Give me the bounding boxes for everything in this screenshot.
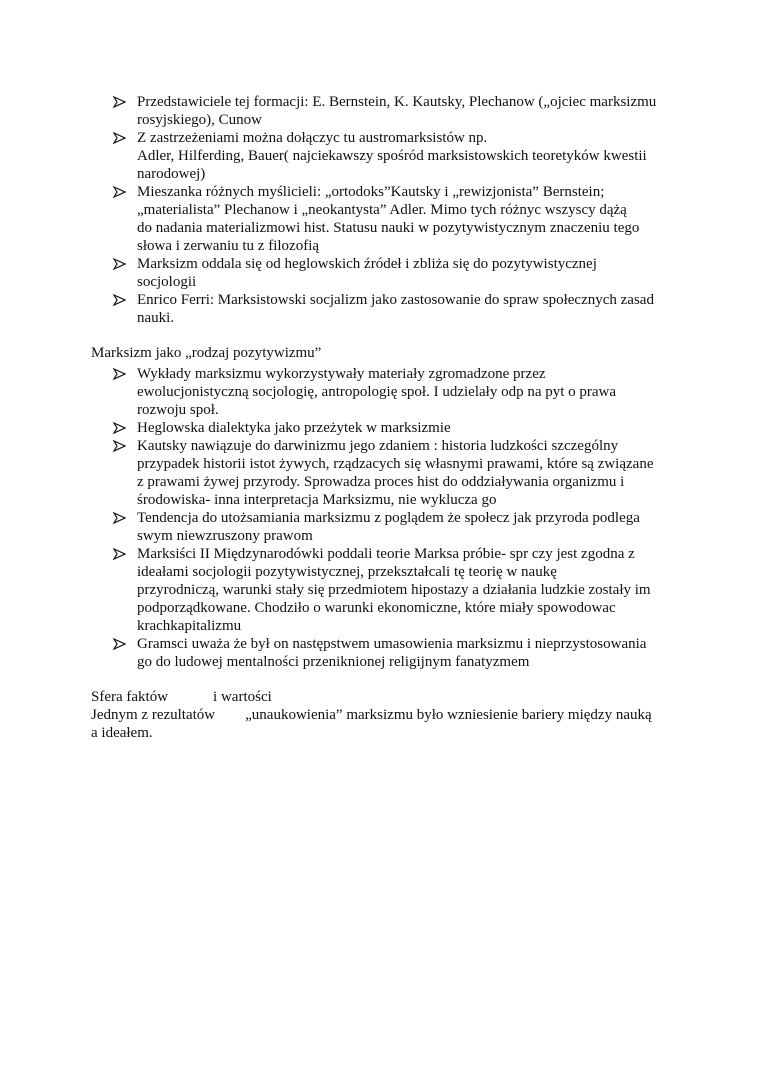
list-item [113, 291, 713, 327]
list-item-line: Przedstawiciele tej formacji: E. Bernstein, K. Kautsky, Plechanow („ojciec marksizmu [137, 94, 657, 110]
arrow-bullet-icon [113, 635, 127, 653]
list-item-line: podporządkowane. Chodziło o warunki ekonomiczne, które miały spowodowac [137, 600, 616, 616]
list-item-line: środowiska- inna interpretacja Marksizmu, nie wyklucza go [137, 492, 497, 508]
list-item-line: Mieszanka różnych myślicieli: „ortodoks”Kautsky i „rewizjonista” Bernstein; [137, 184, 605, 200]
arrow-bullet-icon [113, 365, 127, 383]
paragraph-line: a ideałem. [91, 725, 153, 741]
list-item-line: Kautsky nawiązuje do darwinizmu jego zdaniem : historia ludzkości szczególny [137, 438, 619, 454]
list-item-line: go do ludowej mentalności przeniknionej religijnym fanatyzmem [137, 654, 530, 670]
section-heading-wrap [91, 344, 731, 362]
section-positivism-list [113, 365, 713, 671]
arrow-bullet-icon [113, 183, 127, 201]
list-item-line: nauki. [137, 310, 175, 326]
list-item-line: Tendencja do utożsamiania marksizmu z poglądem że społecz jak przyroda podlega [137, 510, 640, 526]
paragraph-line: Sfera faktów i wartości [91, 689, 272, 705]
arrow-bullet-icon [113, 93, 127, 111]
arrow-bullet-icon [113, 419, 127, 437]
list-item-line: swym niewzruszony prawom [137, 528, 313, 544]
list-item [113, 509, 713, 545]
list-item-line: przyrodniczą, warunki stały się przedmiotem hipostazy a działania ludzkie zostały im [137, 582, 651, 598]
list-item-line: Gramsci uważa że był on następstwem umasowienia marksizmu i nieprzystosowania [137, 636, 647, 652]
list-item [113, 419, 713, 437]
section-formation-list [113, 93, 713, 327]
bullet-list [113, 365, 713, 671]
list-item-line: Heglowska dialektyka jako przeżytek w marksizmie [137, 420, 451, 436]
list-item [113, 635, 713, 671]
list-item-line: rosyjskiego), Cunow [137, 112, 262, 128]
arrow-bullet-icon [113, 437, 127, 455]
arrow-bullet-icon [113, 545, 127, 563]
paragraph-line: Jednym z rezultatów „unaukowienia” marksizmu było wzniesienie bariery między nauką [91, 707, 652, 723]
list-item-line: ewolucjonistyczną socjologię, antropologię społ. I udzielały odp na pyt o prawa [137, 384, 617, 400]
list-item-line: z prawami żywej przyrody. Sprowadza proces hist do oddziaływania organizmu i [137, 474, 625, 490]
arrow-bullet-icon [113, 255, 127, 273]
list-item-line: rozwoju społ. [137, 402, 219, 418]
section-heading: Marksizm jako „rodzaj pozytywizmu” [91, 345, 322, 361]
list-item-line: Marksiści II Międzynarodówki poddali teorie Marksa próbie- spr czy jest zgodna z [137, 546, 635, 562]
list-item [113, 437, 713, 509]
list-item [113, 365, 713, 419]
list-item-line: Adler, Hilferding, Bauer( najciekawszy spośród marksistowskich teoretyków kwestii [137, 148, 647, 164]
list-item-line: ideałami socjologii pozytywistycznej, przekształcali tę teorię w naukę [137, 564, 557, 580]
list-item-line: „materialista” Plechanow i „neokantysta” Adler. Mimo tych różnyc wszyscy dążą [137, 202, 627, 218]
list-item [113, 93, 713, 129]
section-facts-values [91, 688, 731, 742]
list-item [113, 129, 713, 183]
list-item-line: Marksizm oddala się od heglowskich źródeł i zbliża się do pozytywistycznej [137, 256, 597, 272]
list-item-line: socjologii [137, 274, 197, 290]
list-item-line: Enrico Ferri: Marksistowski socjalizm jako zastosowanie do spraw społecznych zasad [137, 292, 654, 308]
list-item [113, 255, 713, 291]
list-item-line: krachkapitalizmu [137, 618, 242, 634]
list-item-line: Z zastrzeżeniami można dołączyc tu austromarksistów np. [137, 130, 488, 146]
arrow-bullet-icon [113, 509, 127, 527]
list-item-line: Wykłady marksizmu wykorzystywały materiały zgromadzone przez [137, 366, 546, 382]
list-item-line: narodowej) [137, 166, 206, 182]
list-item [113, 183, 713, 255]
list-item-line: przypadek historii istot żywych, rządzacych się własnymi prawami, które są związane [137, 456, 654, 472]
list-item-line: słowa i zerwaniu tu z filozofią [137, 238, 320, 254]
arrow-bullet-icon [113, 129, 127, 147]
arrow-bullet-icon [113, 291, 127, 309]
list-item [113, 545, 713, 635]
bullet-list [113, 93, 713, 327]
list-item-line: do nadania materializmowi hist. Statusu nauki w pozytywistycznym znaczeniu tego [137, 220, 640, 236]
